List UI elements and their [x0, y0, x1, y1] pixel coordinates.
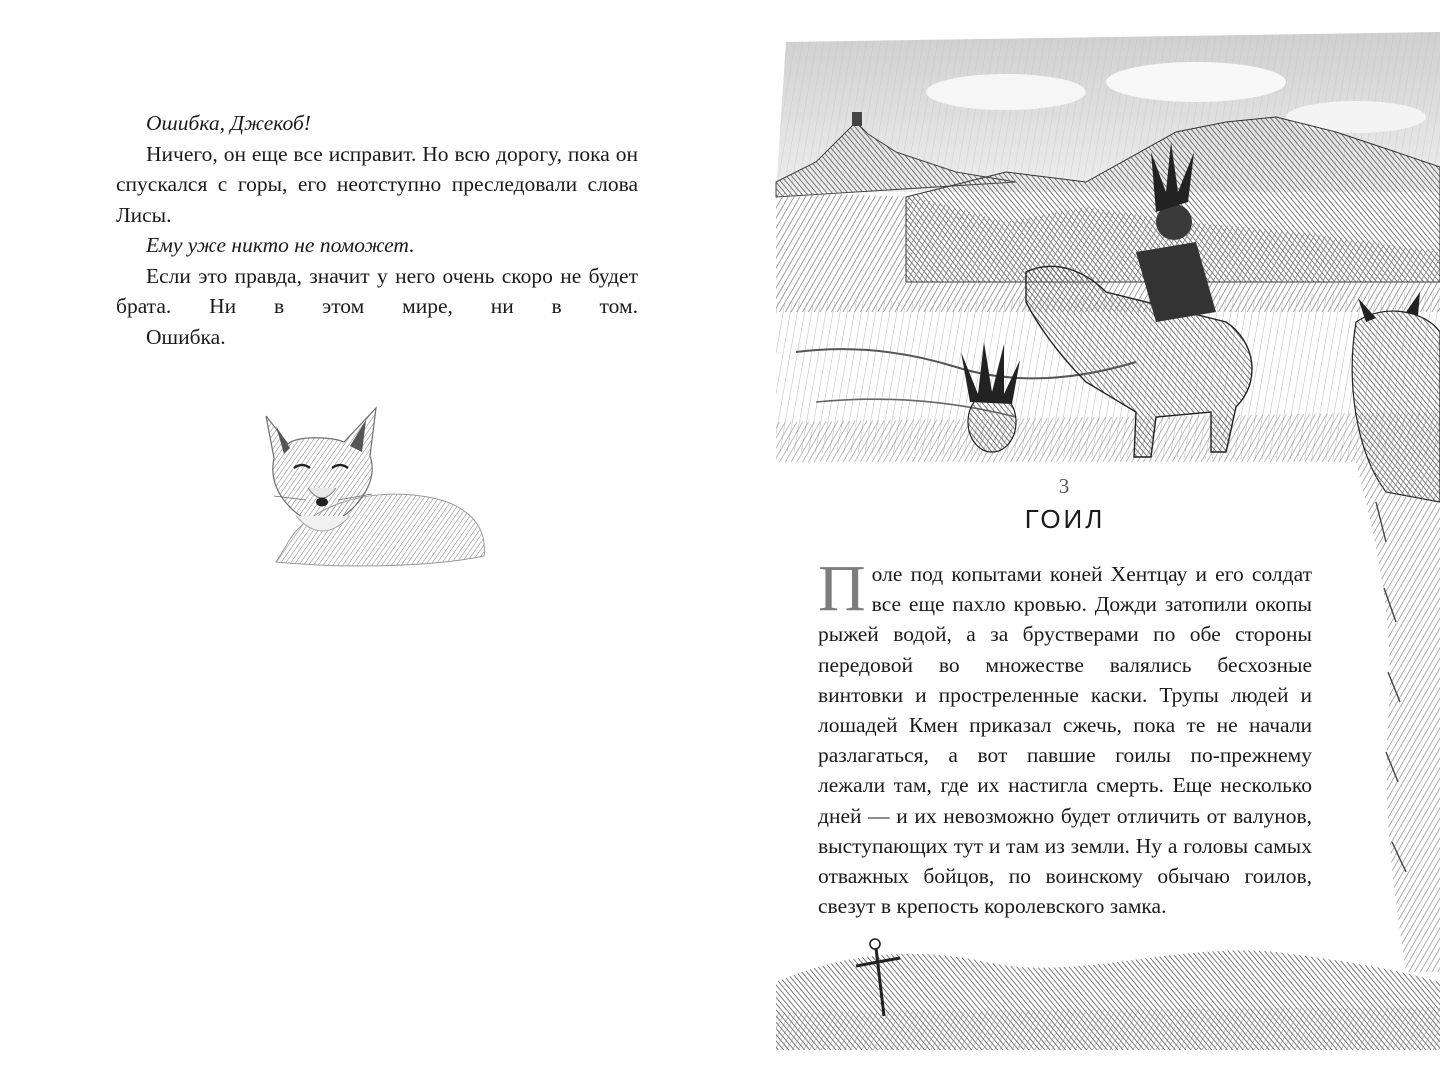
chapter-title: ГОИЛ	[1024, 504, 1106, 534]
chapter-body-text	[818, 552, 1312, 921]
paragraph-3: Ему уже никто не поможет.	[146, 233, 415, 257]
fox-illustration	[246, 396, 496, 572]
right-page	[720, 0, 1440, 1080]
paragraph-2: Ничего, он еще все исправит. Но всю дорогу, пока он спускался с горы, его неотступно преследовали слова Лисы.	[116, 141, 638, 227]
paragraph-1: Ошибка, Джекоб!	[146, 111, 311, 135]
paragraph-5: Ошибка.	[146, 324, 226, 349]
left-page-text	[116, 108, 638, 352]
paragraph-4: Если это правда, значит у него очень скоро не будет брата. Ни в этом мире, ни в том.	[116, 263, 638, 318]
chapter-number: 3	[1058, 474, 1070, 498]
chapter-body-paragraph: оле под копытами коней Хентцау и его солдат все еще пахло кровью. Дожди затопили окопы рыжей водой, а за брустверами по обе стороны передовой во множестве валялись бесхозные винтовки и простреленные каски. Трупы людей и лошадей Кмен приказал сжечь, пока те не начали разлагаться, а вот павшие гоилы по-прежнему лежали там, где их настигла смерть. Еще несколько дней — и их невозможно будет отличить от валунов, выступающих тут и там из земли. Ну а головы самых отважных бойцов, по воинскому обычаю гоилов, свезут в крепость королевского замка.	[818, 562, 1312, 919]
drop-cap: П	[818, 552, 866, 625]
